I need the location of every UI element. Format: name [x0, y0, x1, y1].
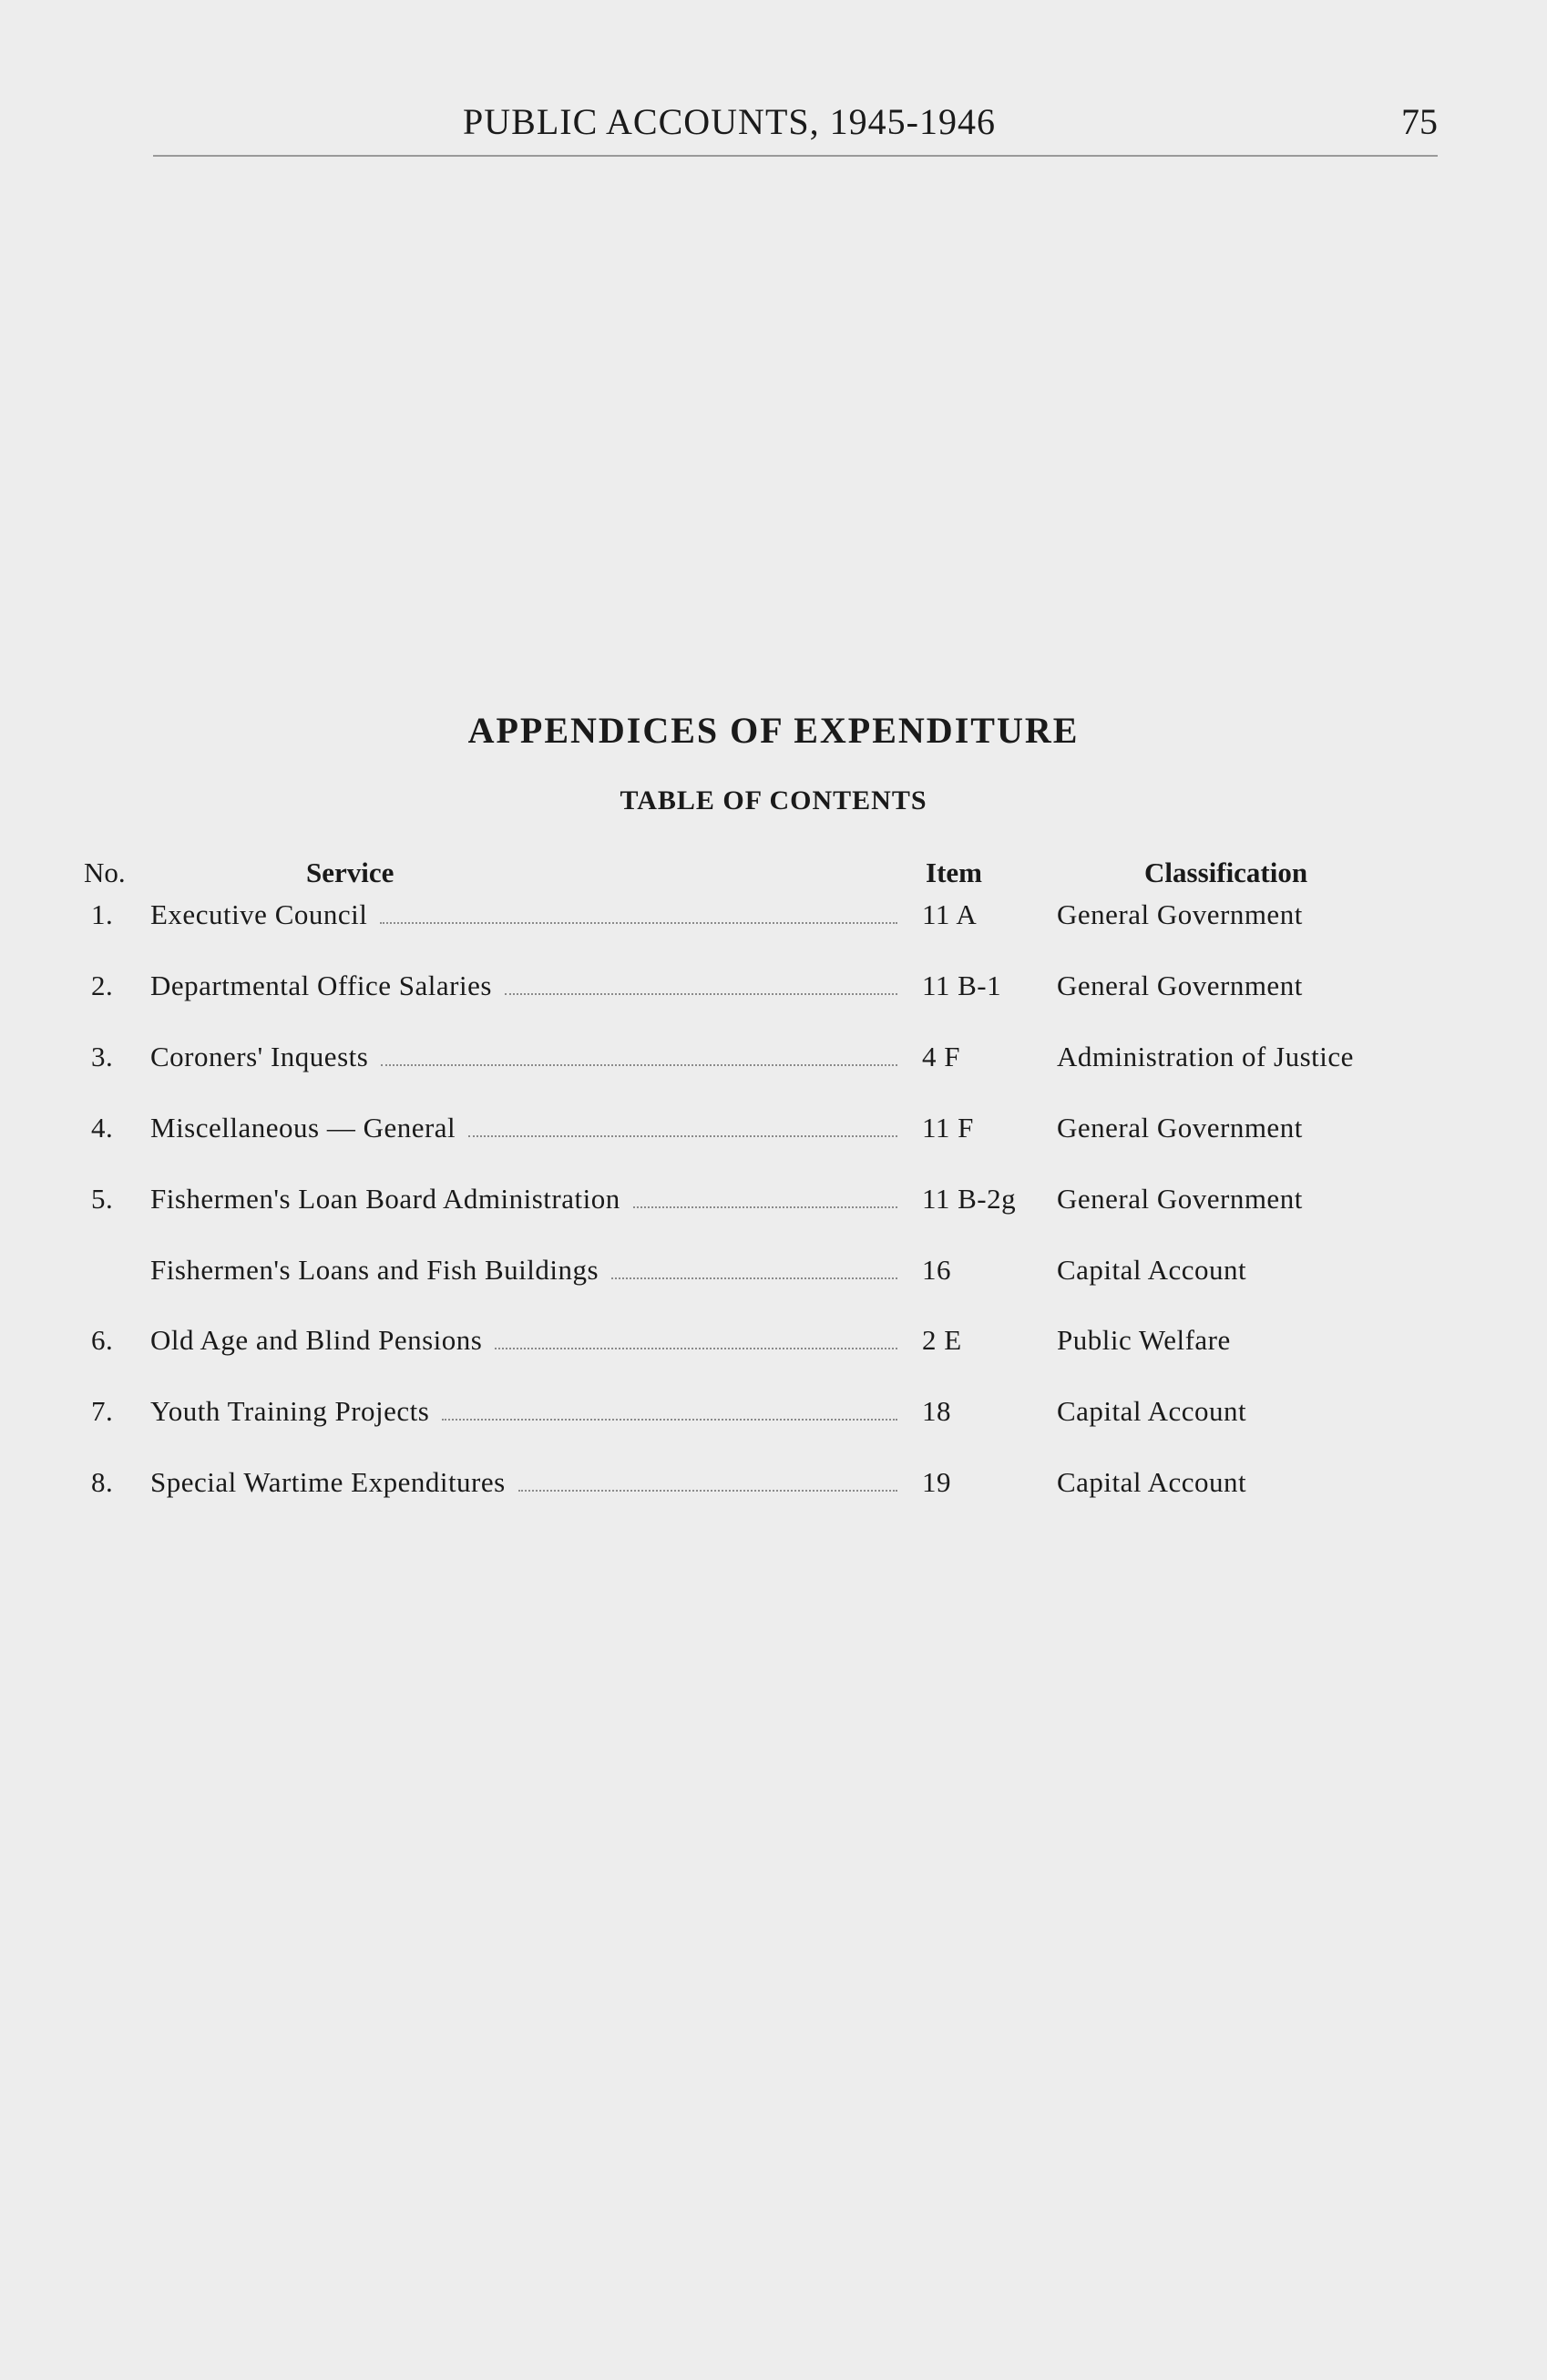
header-rule	[153, 155, 1438, 157]
table-row	[0, 1254, 1547, 1305]
row-number: 4.	[91, 1112, 114, 1144]
dot-leader	[633, 1185, 897, 1208]
table-row	[0, 1183, 1547, 1234]
table-row	[0, 969, 1547, 1021]
service-label: Coroners' Inquests	[150, 1041, 369, 1072]
row-classification: Public Welfare	[1057, 1324, 1231, 1356]
row-number: 2.	[91, 969, 114, 1001]
dot-leader	[380, 900, 897, 924]
row-number: 6.	[91, 1324, 114, 1356]
row-classification: Capital Account	[1057, 1395, 1247, 1427]
service-label: Fishermen's Loans and Fish Buildings	[150, 1254, 599, 1286]
table-row	[0, 1041, 1547, 1092]
dot-leader	[468, 1113, 897, 1137]
row-classification: Capital Account	[1057, 1466, 1247, 1498]
row-number: 1.	[91, 898, 114, 930]
row-number: 8.	[91, 1466, 114, 1498]
row-service	[150, 1395, 897, 1428]
running-header	[153, 91, 1438, 160]
service-label: Special Wartime Expenditures	[150, 1466, 506, 1498]
dot-leader	[518, 1468, 897, 1492]
table-row	[0, 1395, 1547, 1446]
dot-leader	[495, 1326, 897, 1349]
row-item: 2 E	[922, 1324, 962, 1356]
running-title: PUBLIC ACCOUNTS, 1945-1946	[463, 101, 996, 142]
service-label: Departmental Office Salaries	[150, 969, 492, 1001]
row-item: 11 B-2g	[922, 1183, 1017, 1215]
row-service	[150, 1041, 897, 1073]
row-service	[150, 1183, 897, 1216]
row-classification: General Government	[1057, 1112, 1303, 1144]
row-number: 3.	[91, 1041, 114, 1072]
row-service	[150, 1112, 897, 1144]
row-number: 7.	[91, 1395, 114, 1427]
dot-leader	[381, 1042, 897, 1066]
row-classification: General Government	[1057, 898, 1303, 930]
row-classification: General Government	[1057, 1183, 1303, 1215]
row-service	[150, 898, 897, 931]
row-item: 19	[922, 1466, 951, 1498]
dot-leader	[442, 1397, 897, 1421]
row-classification: Administration of Justice	[1057, 1041, 1354, 1072]
row-item: 4 F	[922, 1041, 960, 1072]
table-row	[0, 1466, 1547, 1517]
row-item: 16	[922, 1254, 951, 1286]
page-number: 75	[1401, 101, 1438, 142]
row-service	[150, 1466, 897, 1499]
column-header-no: No.	[84, 857, 126, 888]
row-classification: Capital Account	[1057, 1254, 1247, 1286]
section-title: APPENDICES OF EXPENDITURE	[467, 710, 1080, 751]
table-row	[0, 1112, 1547, 1163]
row-service	[150, 969, 897, 1002]
row-item: 11 A	[922, 898, 978, 930]
service-label: Old Age and Blind Pensions	[150, 1324, 483, 1356]
service-label: Executive Council	[150, 898, 368, 930]
column-header-item: Item	[926, 857, 982, 888]
row-classification: General Government	[1057, 969, 1303, 1001]
row-item: 11 F	[922, 1112, 974, 1144]
dot-leader	[611, 1256, 897, 1279]
row-service	[150, 1254, 897, 1287]
service-label: Fishermen's Loan Board Administration	[150, 1183, 620, 1215]
column-header-classification: Classification	[1144, 857, 1308, 888]
row-item: 11 B-1	[922, 969, 1002, 1001]
table-row	[0, 898, 1547, 949]
row-number: 5.	[91, 1183, 114, 1215]
service-label: Miscellaneous — General	[150, 1112, 456, 1144]
table-of-contents-heading: TABLE OF CONTENTS	[620, 785, 927, 816]
dot-leader	[505, 971, 897, 995]
row-service	[150, 1324, 897, 1357]
column-header-service: Service	[306, 857, 394, 888]
table-row	[0, 1324, 1547, 1375]
service-label: Youth Training Projects	[150, 1395, 430, 1427]
row-item: 18	[922, 1395, 951, 1427]
